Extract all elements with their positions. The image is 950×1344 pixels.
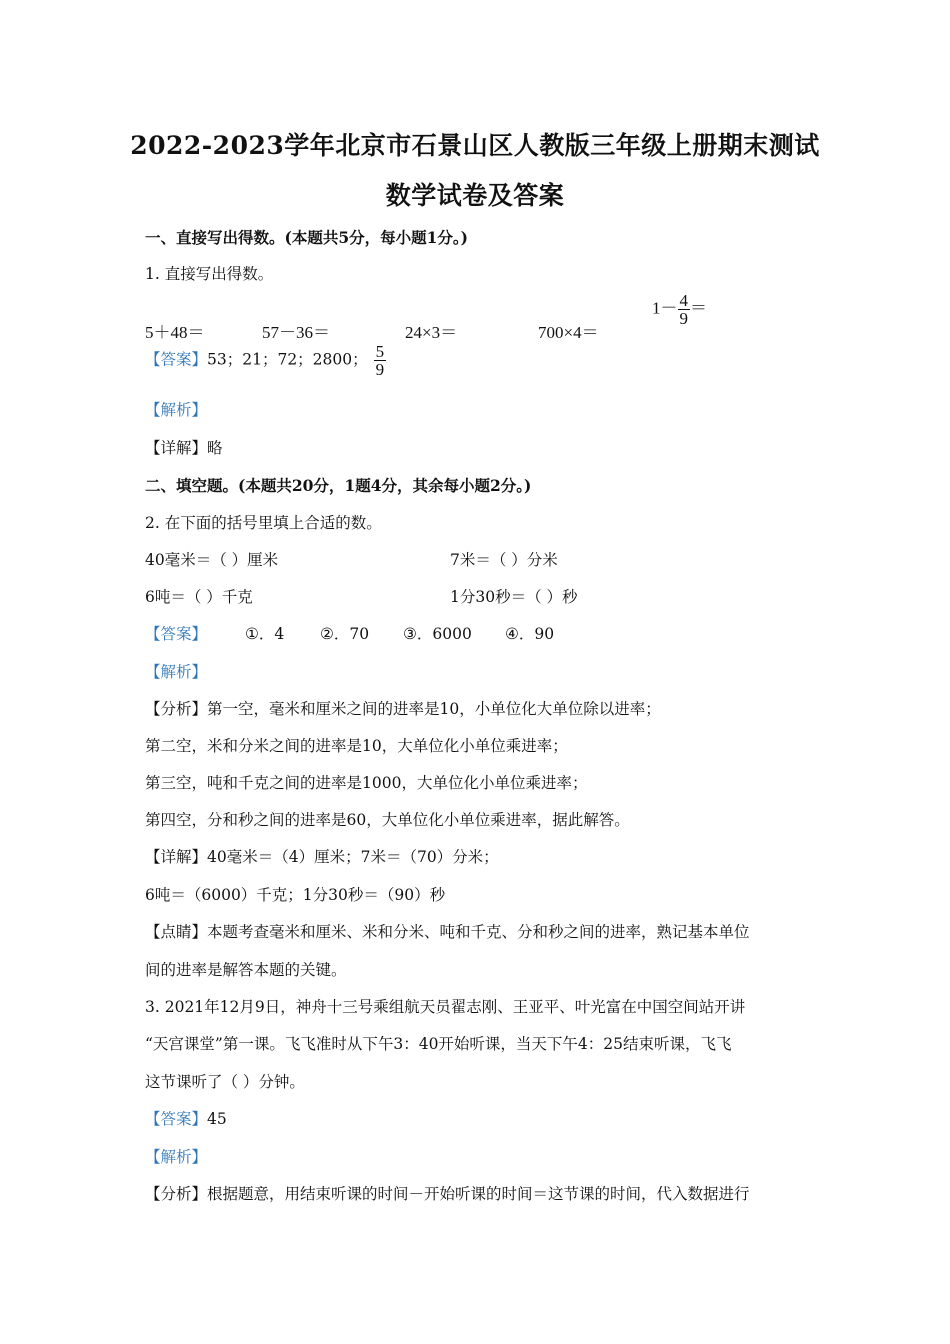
q3-answer [145, 1107, 227, 1129]
q2-dianjing-line2: 间的进率是解答本题的关键。 [145, 961, 347, 979]
answer-tag: 【答案】 [145, 1110, 208, 1128]
section2-heading: 二、填空题。(本题共20分，1题4分，其余每小题2分。) [145, 476, 532, 495]
q2-fenxi-text1: 第一空，毫米和厘米之间的进率是10，小单位化大单位除以进率； [207, 700, 661, 718]
q3-answer-text: 45 [207, 1110, 227, 1128]
q2-blank3: 6吨＝（ ）千克 [145, 588, 253, 606]
q1-expr5-denominator: 9 [679, 309, 688, 328]
q1-detail-text: 略 [207, 439, 223, 457]
q1-answer-numerator: 5 [375, 342, 385, 361]
q1-answer-denominator: 9 [375, 360, 385, 379]
q3-fenxi-line1 [145, 1182, 750, 1204]
q3-analysis-tag: 【解析】 [145, 1148, 208, 1166]
q2-answer-item-4: ④．90 [505, 625, 555, 643]
q1-stem: 1. 直接写出得数。 [145, 265, 274, 283]
q1-expr4: 700×4＝ [538, 323, 599, 342]
q2-answer-item-2: ②．70 [320, 625, 370, 643]
q1-expr3: 24×3＝ [405, 323, 458, 342]
q2-blank2: 7米＝（ ）分米 [450, 551, 558, 569]
document-title-line1: 2022-2023学年北京市石景山区人教版三年级上册期末测试 [130, 131, 820, 160]
q1-detail [145, 436, 223, 458]
q1-expr5-fraction [678, 292, 691, 327]
q2-answer-item-1: ①．4 [245, 625, 285, 643]
q2-fenxi-line3: 第三空，吨和千克之间的进率是1000，大单位化小单位乘进率； [145, 774, 588, 792]
q2-answer-tag: 【答案】 [145, 625, 208, 643]
q1-analysis-tag: 【解析】 [145, 401, 208, 419]
q2-fenxi-line1 [145, 697, 661, 719]
q3-line2: “天宫课堂”第一课。飞飞准时从下午3：40开始听课，当天下午4：25结束听课，飞飞 [145, 1035, 732, 1053]
q2-analysis-tag: 【解析】 [145, 663, 208, 681]
q1-answer-text: 53；21；72；2800； [207, 350, 368, 369]
q2-answer-item-3: ③．6000 [403, 625, 472, 643]
q1-expr2: 57－36＝ [262, 323, 330, 342]
q2-blank4: 1分30秒＝（ ）秒 [450, 588, 578, 606]
q2-detail-text1: 40毫米＝（4）厘米；7米＝（70）分米； [207, 848, 499, 866]
q1-expr5 [652, 292, 707, 327]
q1-expr5-numerator: 4 [679, 291, 688, 310]
q1-answer-fraction [374, 343, 387, 378]
detail-tag: 【详解】 [145, 439, 208, 457]
q3-line1: 3. 2021年12月9日，神舟十三号乘组航天员翟志刚、王亚平、叶光富在中国空间站开讲 [145, 998, 746, 1016]
dianjing-tag: 【点睛】 [145, 923, 208, 941]
detail-tag: 【详解】 [145, 848, 208, 866]
q3-fenxi-text: 根据题意，用结束听课的时间－开始听课的时间＝这节课的时间，代入数据进行 [207, 1185, 750, 1203]
document-title-line2: 数学试卷及答案 [385, 181, 565, 210]
fenxi-tag: 【分析】 [145, 700, 208, 718]
section1-heading: 一、直接写出得数。(本题共5分，每小题1分。) [145, 228, 468, 247]
q1-answer [145, 343, 386, 378]
q2-fenxi-line4: 第四空，分和秒之间的进率是60，大单位化小单位乘进率，据此解答。 [145, 811, 630, 829]
fenxi-tag: 【分析】 [145, 1185, 208, 1203]
q2-stem: 2. 在下面的括号里填上合适的数。 [145, 514, 382, 532]
q2-detail-line2: 6吨＝（6000）千克；1分30秒＝（90）秒 [145, 886, 446, 904]
q2-fenxi-line2: 第二空，米和分米之间的进率是10，大单位化小单位乘进率； [145, 737, 568, 755]
q2-blank1: 40毫米＝（ ）厘米 [145, 551, 279, 569]
q2-dianjing-line1 [145, 920, 750, 942]
q2-detail-line1 [145, 845, 499, 867]
q2-dianjing-text1: 本题考查毫米和厘米、米和分米、吨和千克、分和秒之间的进率，熟记基本单位 [207, 923, 750, 941]
q1-expr5-whole: 1－ [652, 298, 678, 318]
q1-expr5-equals: ＝ [690, 298, 707, 318]
q1-expr1: 5＋48＝ [145, 323, 205, 342]
answer-tag: 【答案】 [145, 350, 208, 369]
q3-line3: 这节课听了（ ）分钟。 [145, 1073, 305, 1091]
